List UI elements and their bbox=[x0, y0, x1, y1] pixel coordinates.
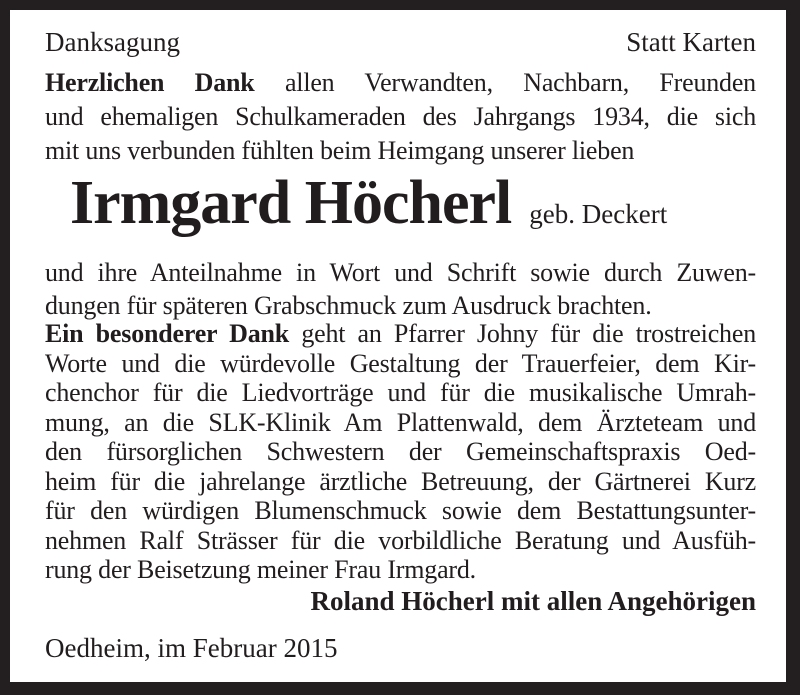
deceased-name-row bbox=[70, 168, 756, 238]
acknowledgement-paragraph bbox=[45, 256, 756, 322]
special-thanks-paragraph bbox=[45, 319, 756, 585]
deceased-name: Irmgard Höcherl bbox=[70, 169, 512, 237]
text-line: heim für die jahrelange ärztliche Betreuung, der Gärtnerei Kurz bbox=[45, 466, 756, 496]
text-line: Ein besonderer Dank geht an Pfarrer Johny für die trostreichen bbox=[45, 319, 756, 348]
text-line: chenchor für die Liedvorträge und für die musikalische Umrah- bbox=[45, 378, 756, 407]
text-line: nehmen Ralf Strässer für die vorbildliche Beratung und Ausfüh- bbox=[45, 525, 756, 555]
notice-type-label: Danksagung bbox=[45, 27, 180, 57]
text-line: dungen für späteren Grabschmuck zum Ausdruck brachten. bbox=[45, 291, 652, 320]
obituary-notice-page bbox=[10, 10, 786, 682]
text-line: den fürsorglichen Schwestern der Gemeinschaftspraxis Oed- bbox=[45, 437, 756, 466]
text-line: mung, an die SLK-Klinik Am Plattenwald, dem Ärzteteam und bbox=[45, 407, 756, 437]
text-line: mit uns verbunden fühlten beim Heimgang unserer lieben bbox=[45, 136, 635, 165]
statt-karten-label: Statt Karten bbox=[626, 27, 756, 57]
text-line: und ihre Anteilnahme in Wort und Schrift sowie durch Zuwen- bbox=[45, 258, 756, 287]
intro-paragraph bbox=[45, 66, 756, 168]
text-line: für den würdigen Blumenschmuck sowie dem Bestattungsunter- bbox=[45, 496, 756, 525]
maiden-name: geb. Deckert bbox=[529, 199, 668, 229]
text-line: Herzlichen Dank allen Verwandten, Nachbarn, Freunden bbox=[45, 68, 756, 97]
signature-line: Roland Höcherl mit allen Angehörigen bbox=[310, 586, 756, 616]
place-date-line: Oedheim, im Februar 2015 bbox=[45, 633, 338, 663]
text-line: und ehemaligen Schulkameraden des Jahrgangs 1934, die sich bbox=[45, 102, 756, 131]
text-line: Worte und die würdevolle Gestaltung der Trauerfeier, dem Kir- bbox=[45, 348, 756, 378]
notice-header bbox=[45, 25, 756, 59]
text-line: rung der Beisetzung meiner Frau Irmgard. bbox=[45, 555, 476, 584]
